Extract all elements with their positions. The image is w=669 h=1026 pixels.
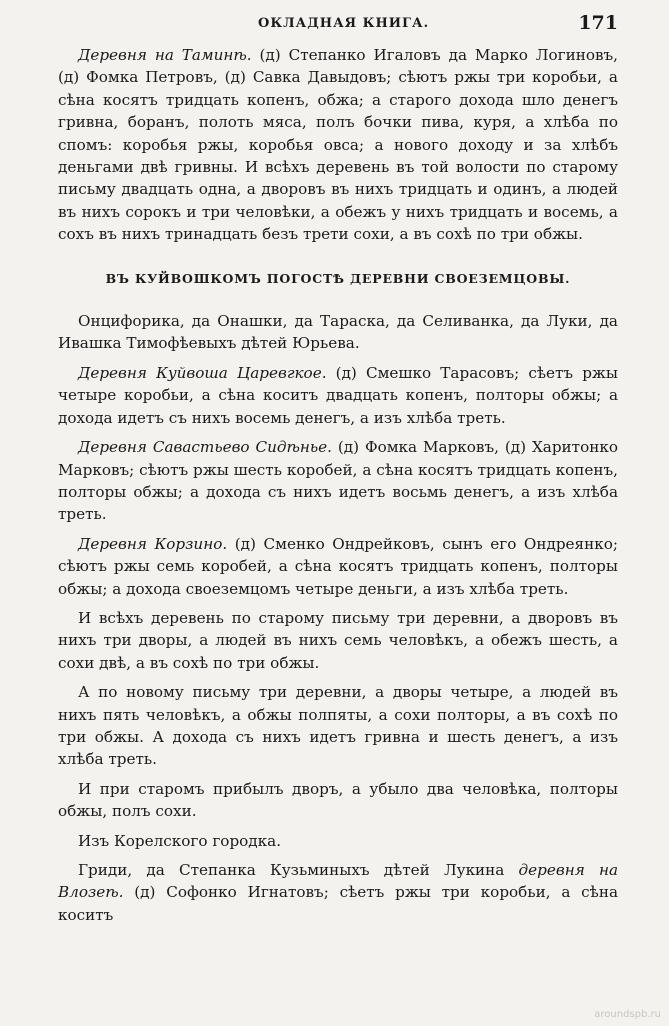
paragraph-changes (58, 778, 618, 823)
paragraph-text: (д) Софонко Игнатовъ; сѣетъ ржы три коробьи, а сѣна коситъ (58, 883, 618, 924)
paragraph-owners (58, 310, 618, 355)
paragraph-new-census (58, 681, 618, 771)
village-name: Деревня на Таминѣ. (78, 46, 252, 64)
paragraph-korelsky (58, 830, 618, 852)
paragraph-text: Изъ Корелского городка. (78, 831, 282, 850)
watermark: aroundspb.ru (594, 1009, 661, 1020)
paragraph-tamin (58, 44, 618, 246)
paragraph-text: Гриди, да Степанка Кузьминыхъ дѣтей Лукина (78, 861, 519, 879)
section-heading: ВЪ КУЙВОШКОМЪ ПОГОСТѢ ДЕРЕВНИ СВОЕЗЕМЦОВЫ. (105, 270, 571, 286)
body-text (58, 44, 618, 926)
paragraph-korzino (58, 533, 618, 600)
village-name: Деревня Корзино. (78, 534, 228, 553)
running-title: ОКЛАДНАЯ КНИГА. (258, 16, 430, 31)
paragraph-text: (д) Фомка Марковъ, (д) Харитонко Марковъ; сѣютъ ржы шесть коробей, а сѣна косятъ тридцать копенъ, полторы обжы; а дохода съ нихъ идетъ восьмь денегъ, а изъ хлѣба треть. (58, 438, 618, 524)
paragraph-gridi (58, 859, 618, 926)
paragraph-text: А по новому письму три деревни, а дворы четыре, а людей въ нихъ пять человѣкъ, а обжы полпяты, а сохи полторы, а въ сохѣ по три обжы. А дохода съ нихъ идетъ гривна и шесть денегъ, а изъ хлѣба треть. (58, 683, 618, 769)
village-name: Деревня Куйвоша Царевгкое. (78, 363, 327, 382)
paragraph-text: И при старомъ прибылъ дворъ, а убыло два человѣка, полторы обжы, полъ сохи. (58, 779, 618, 821)
book-page (58, 0, 618, 1026)
paragraph-savastievo (58, 436, 618, 526)
page-number: 171 (578, 12, 618, 34)
paragraph-text: (д) Степанко Игаловъ да Марко Логиновъ, (д) Фомка Петровъ, (д) Савка Давыдовъ; сѣютъ ржы три коробьи, а сѣна косятъ тридцать копенъ, обжа; а старого дохода шло денегъ гривна, боранъ, полоть мяса, полъ бочки пива, куря, а хлѣба по спомъ: коробья ржы, коробья овса; а нового доходу и за хлѣбъ деньгами двѣ гривны. И всѣхъ деревень въ той волости по старому письму двадцать одна, а дворовъ въ нихъ тридцать и одинъ, а людей въ нихъ сорокъ и три человѣки, а обежъ у нихъ тридцать и восемь, а сохъ въ нихъ тринадцать безъ трети сохи, а въ сохѣ по три обжы. (58, 46, 619, 244)
paragraph-text: (д) Сменко Ондрейковъ, сынъ его Ондреянко; сѣютъ ржы семь коробей, а сѣна косятъ тридцать копенъ, полторы обжы; а дохода своеземцомъ четыре деньги, а изъ хлѣба треть. (58, 534, 619, 598)
paragraph-text: И всѣхъ деревень по старому письму три деревни, а дворовъ въ нихъ три дворы, а людей въ нихъ семь человѣкъ, а обежъ шесть, а сохи двѣ, а въ сохѣ по три обжы. (58, 608, 618, 672)
paragraph-old-census (58, 607, 618, 674)
paragraph-text: Онцифорика, да Онашки, да Тараска, да Селиванка, да Луки, да Ивашка Тимофѣевыхъ дѣтей Юрьева. (58, 312, 618, 353)
village-name: деревня на Влозеѣ. (58, 861, 618, 902)
paragraph-kuivosha (58, 362, 618, 429)
paragraph-text: (д) Смешко Тарасовъ; сѣетъ ржы четыре коробьи, а сѣна коситъ двадцать копенъ, полторы обжы; а дохода идетъ съ нихъ восемь денегъ, а изъ хлѣба треть. (58, 363, 618, 427)
running-head (58, 12, 618, 36)
village-name: Деревня Савастьево Сидѣнье. (78, 438, 332, 457)
